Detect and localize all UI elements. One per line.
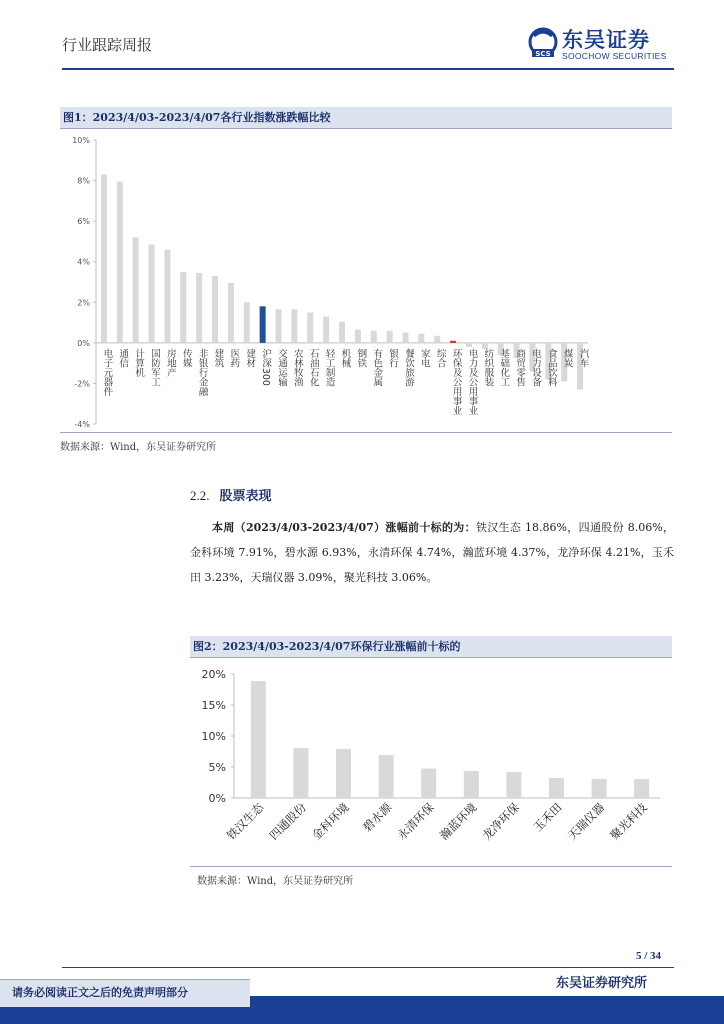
chart1-bar (355, 330, 361, 343)
chart1-y-tick-label: -2% (74, 379, 90, 389)
chart2-category-label: 碧水源 (359, 800, 395, 835)
chart1-category-label: 商贸零售 (514, 348, 526, 387)
chart2-y-tick-label: 0% (208, 792, 226, 805)
header-doc-type: 行业跟踪周报 (62, 36, 153, 54)
footer-disclaimer: 请务必阅读正文之后的免责声明部分 (0, 979, 250, 1007)
chart2-category-label: 金科环境 (309, 800, 352, 843)
section-number: 2.2. (190, 488, 210, 503)
figure1-caption: 图1：2023/4/03-2023/4/07各行业指数涨跌幅比较 (60, 107, 672, 129)
chart1-bar (291, 309, 297, 342)
chart1-category-label: 煤炭 (561, 348, 573, 368)
chart1-y-tick-label: 0% (77, 338, 90, 348)
logo-en-text: SOOCHOW SECURITIES (562, 51, 667, 61)
header-divider (62, 68, 674, 70)
chart1-bar (450, 341, 456, 343)
chart1-bar (323, 316, 329, 342)
chart1-bar (434, 336, 440, 343)
chart2-y-tick-label: 20% (201, 668, 226, 681)
paragraph-lead: 本周（2023/4/03-2023/4/07）涨幅前十标的为： (212, 521, 476, 534)
figure1-source: 数据来源：Wind，东吴证券研究所 (60, 442, 217, 453)
chart2-category-label: 天瑞仪器 (564, 800, 608, 843)
footer-institute: 东吴证券研究所 (556, 976, 648, 991)
chart1-category-label: 交通运输 (276, 348, 288, 387)
chart1-bar (117, 182, 123, 343)
chart1-category-label: 电力及公用事业 (466, 348, 478, 416)
chart1-bar (133, 237, 139, 342)
chart1-category-label: 环保及公用事业 (450, 348, 462, 416)
chart1-category-label: 家电 (418, 348, 430, 368)
section-paragraph (190, 515, 674, 590)
chart2-y-tick-label: 15% (201, 699, 226, 712)
footer-divider (62, 967, 674, 968)
chart2-category-label: 瀚蓝环境 (436, 800, 480, 843)
chart1-category-label: 银行 (387, 348, 399, 368)
page-number: 5 / 34 (636, 950, 662, 962)
chart1-bar (307, 312, 313, 342)
chart1-bar (371, 331, 377, 343)
chart1-bar (149, 244, 155, 342)
chart1-y-tick-label: -4% (74, 420, 90, 428)
paragraph-body: 铁汉生态 18.86%，四通股份 8.06%，金科环境 7.91%，碧水源 6.93%，永清环保 4.74%，瀚蓝环境 4.37%，龙净环保 4.21%，玉禾田 3.23%，天瑞仪器 3.09%，聚光科技 3.06%。 (190, 521, 674, 584)
chart1-y-tick-label: 2% (77, 298, 90, 308)
chart1-category-label: 建材 (244, 348, 256, 368)
chart2-bar (634, 779, 649, 798)
chart2-bar (421, 769, 436, 798)
chart2-bar (464, 771, 479, 798)
chart1-bar (164, 250, 170, 343)
chart2-category-label: 四通股份 (266, 800, 310, 843)
chart1-category-label: 综合 (434, 348, 446, 368)
figure1-bottom-rule (60, 432, 672, 433)
chart1-category-label: 餐饮旅游 (402, 348, 414, 387)
chart1-category-label: 有色金属 (371, 348, 383, 387)
chart1-bar (260, 306, 266, 343)
chart1-category-label: 钢铁 (355, 348, 367, 368)
chart2-category-label: 龙净环保 (479, 800, 523, 843)
chart2-bar (379, 755, 394, 798)
chart1-industry-returns (60, 130, 672, 428)
chart1-y-tick-label: 10% (72, 136, 90, 145)
chart1-bar (276, 309, 282, 342)
chart2-category-label: 永清环保 (394, 800, 437, 843)
logo-cn-text: 东吴证券 (562, 28, 650, 52)
chart1-bar (244, 302, 250, 343)
chart2-top-ten-stocks (190, 660, 672, 864)
logo-mark-text: SCS (535, 50, 551, 58)
chart1-category-label: 轻工制造 (323, 348, 335, 387)
chart1-category-label: 通信 (117, 348, 129, 368)
chart1-bar (101, 174, 107, 342)
chart1-category-label: 传媒 (180, 348, 192, 368)
chart1-bar (212, 276, 218, 343)
chart1-category-label: 电力设备 (529, 348, 541, 387)
chart1-bar (402, 333, 408, 343)
chart1-bar (418, 334, 424, 343)
chart1-category-label: 电子元器件 (101, 348, 113, 397)
chart1-category-label: 纺织服装 (482, 348, 494, 387)
chart1-category-label: 基础化工 (498, 348, 510, 387)
chart2-bar (506, 772, 521, 798)
chart2-bar (336, 749, 351, 798)
chart1-category-label: 医药 (228, 348, 240, 368)
chart2-category-label: 玉禾田 (530, 800, 565, 835)
chart1-y-tick-label: 8% (77, 176, 90, 186)
chart2-category-label: 聚光科技 (607, 800, 650, 843)
chart1-y-tick-label: 6% (77, 217, 90, 227)
chart1-category-label: 沪深300 (260, 348, 272, 386)
chart1-y-tick-label: 4% (77, 257, 90, 267)
chart2-bar (592, 779, 607, 798)
chart1-category-label: 石油石化 (307, 348, 319, 387)
chart1-bar (339, 322, 345, 343)
chart1-category-label: 汽车 (577, 348, 589, 368)
chart2-y-tick-label: 5% (208, 761, 226, 774)
chart1-category-label: 食品饮料 (545, 348, 557, 387)
chart1-bar (387, 331, 393, 343)
chart2-bar (293, 748, 308, 798)
chart2-category-label: 铁汉生态 (223, 800, 267, 843)
section-title: 股票表现 (219, 489, 272, 504)
chart1-bar (466, 343, 472, 347)
chart1-category-label: 农林牧渔 (291, 348, 303, 387)
section-heading (190, 485, 272, 504)
chart1-bar (228, 283, 234, 343)
figure2-bottom-rule (190, 866, 672, 867)
chart2-y-tick-label: 10% (201, 730, 226, 743)
chart1-bar (180, 272, 186, 343)
chart2-bar (549, 778, 564, 798)
chart2-bar (251, 681, 266, 798)
figure2-caption: 图2：2023/4/03-2023/4/07环保行业涨幅前十标的 (190, 636, 672, 658)
chart1-category-label: 计算机 (133, 348, 145, 378)
chart1-bar (196, 273, 202, 343)
chart1-category-label: 非银行金融 (196, 348, 208, 397)
chart1-category-label: 房地产 (164, 348, 176, 378)
chart1-category-label: 国防军工 (149, 348, 161, 387)
chart1-category-label: 机械 (339, 348, 351, 368)
figure2-source: 数据来源：Wind，东吴证券研究所 (197, 876, 354, 887)
chart1-category-label: 建筑 (212, 348, 224, 368)
